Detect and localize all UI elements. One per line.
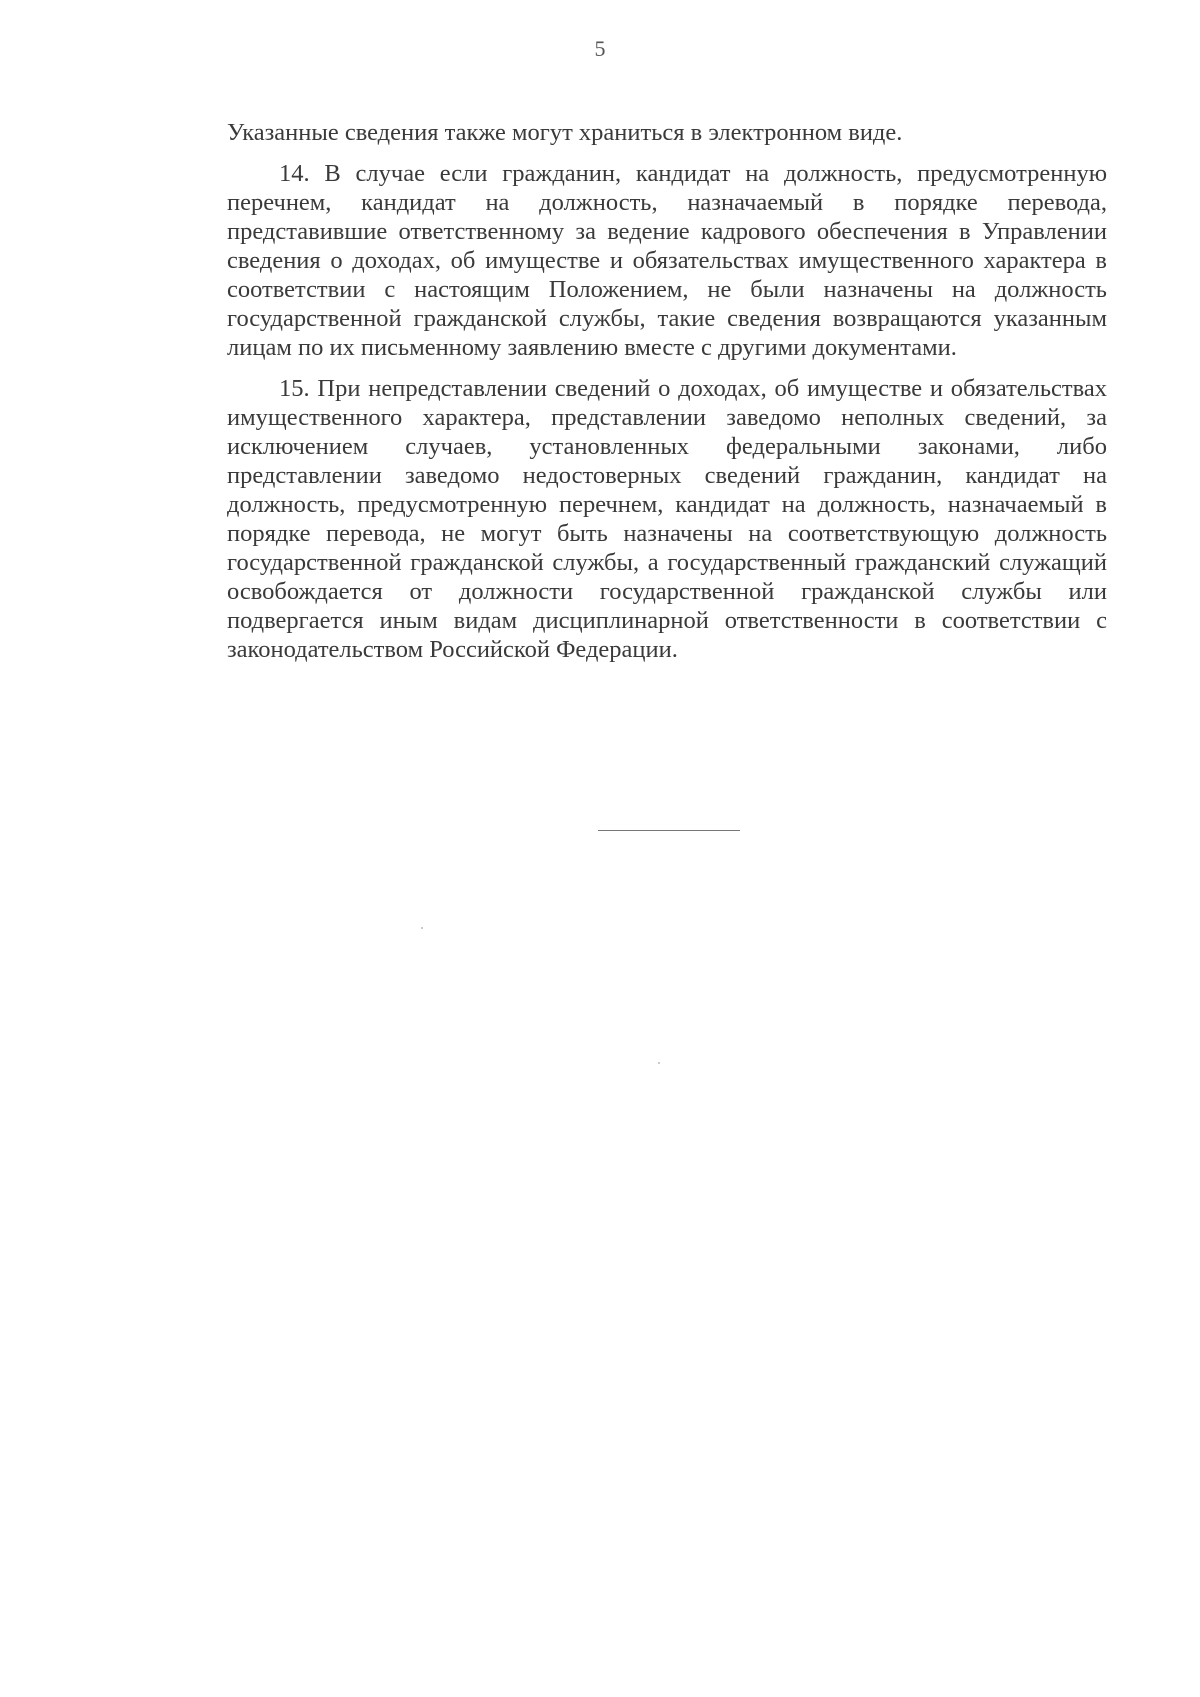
paragraph-15: 15. При непредставлении сведений о доходах, об имуществе и обязательствах имущественного характера, представлении заведомо неполных сведений, за исключением случаев, установленных федеральными законами, либо представлении заведомо недостоверных сведений гражданин, кандидат на должность, предусмотренную перечнем, кандидат на должность, назначаемый в порядке перевода, не могут быть назначены на соответствующую должность государственной гражданской службы, а государственный гражданский служащий освобождается от должности государственной гражданской службы или подвергается иным видам дисциплинарной ответственности в соответствии с законодательством Российской Федерации. xyxy=(227,375,1107,663)
paragraph-14: 14. В случае если гражданин, кандидат на должность, предусмотренную перечнем, кандидат на должность, назначаемый в порядке перевода, представившие ответственному за ведение кадрового обеспечения в Управлении сведения о доходах, об имуществе и обязательствах имущественного характера в соответствии с настоящим Положением, не были назначены на должность государственной гражданской службы, такие сведения возвращаются указанным лицам по их письменному заявлению вместе с другими документами. xyxy=(227,160,1107,361)
page-number: 5 xyxy=(594,36,606,61)
end-of-document-rule xyxy=(598,830,740,831)
document-body xyxy=(227,118,1107,676)
paragraph-continuation: Указанные сведения также могут храниться в электронном виде. xyxy=(227,119,903,146)
scan-speck xyxy=(658,1062,660,1064)
scan-speck xyxy=(421,927,423,929)
